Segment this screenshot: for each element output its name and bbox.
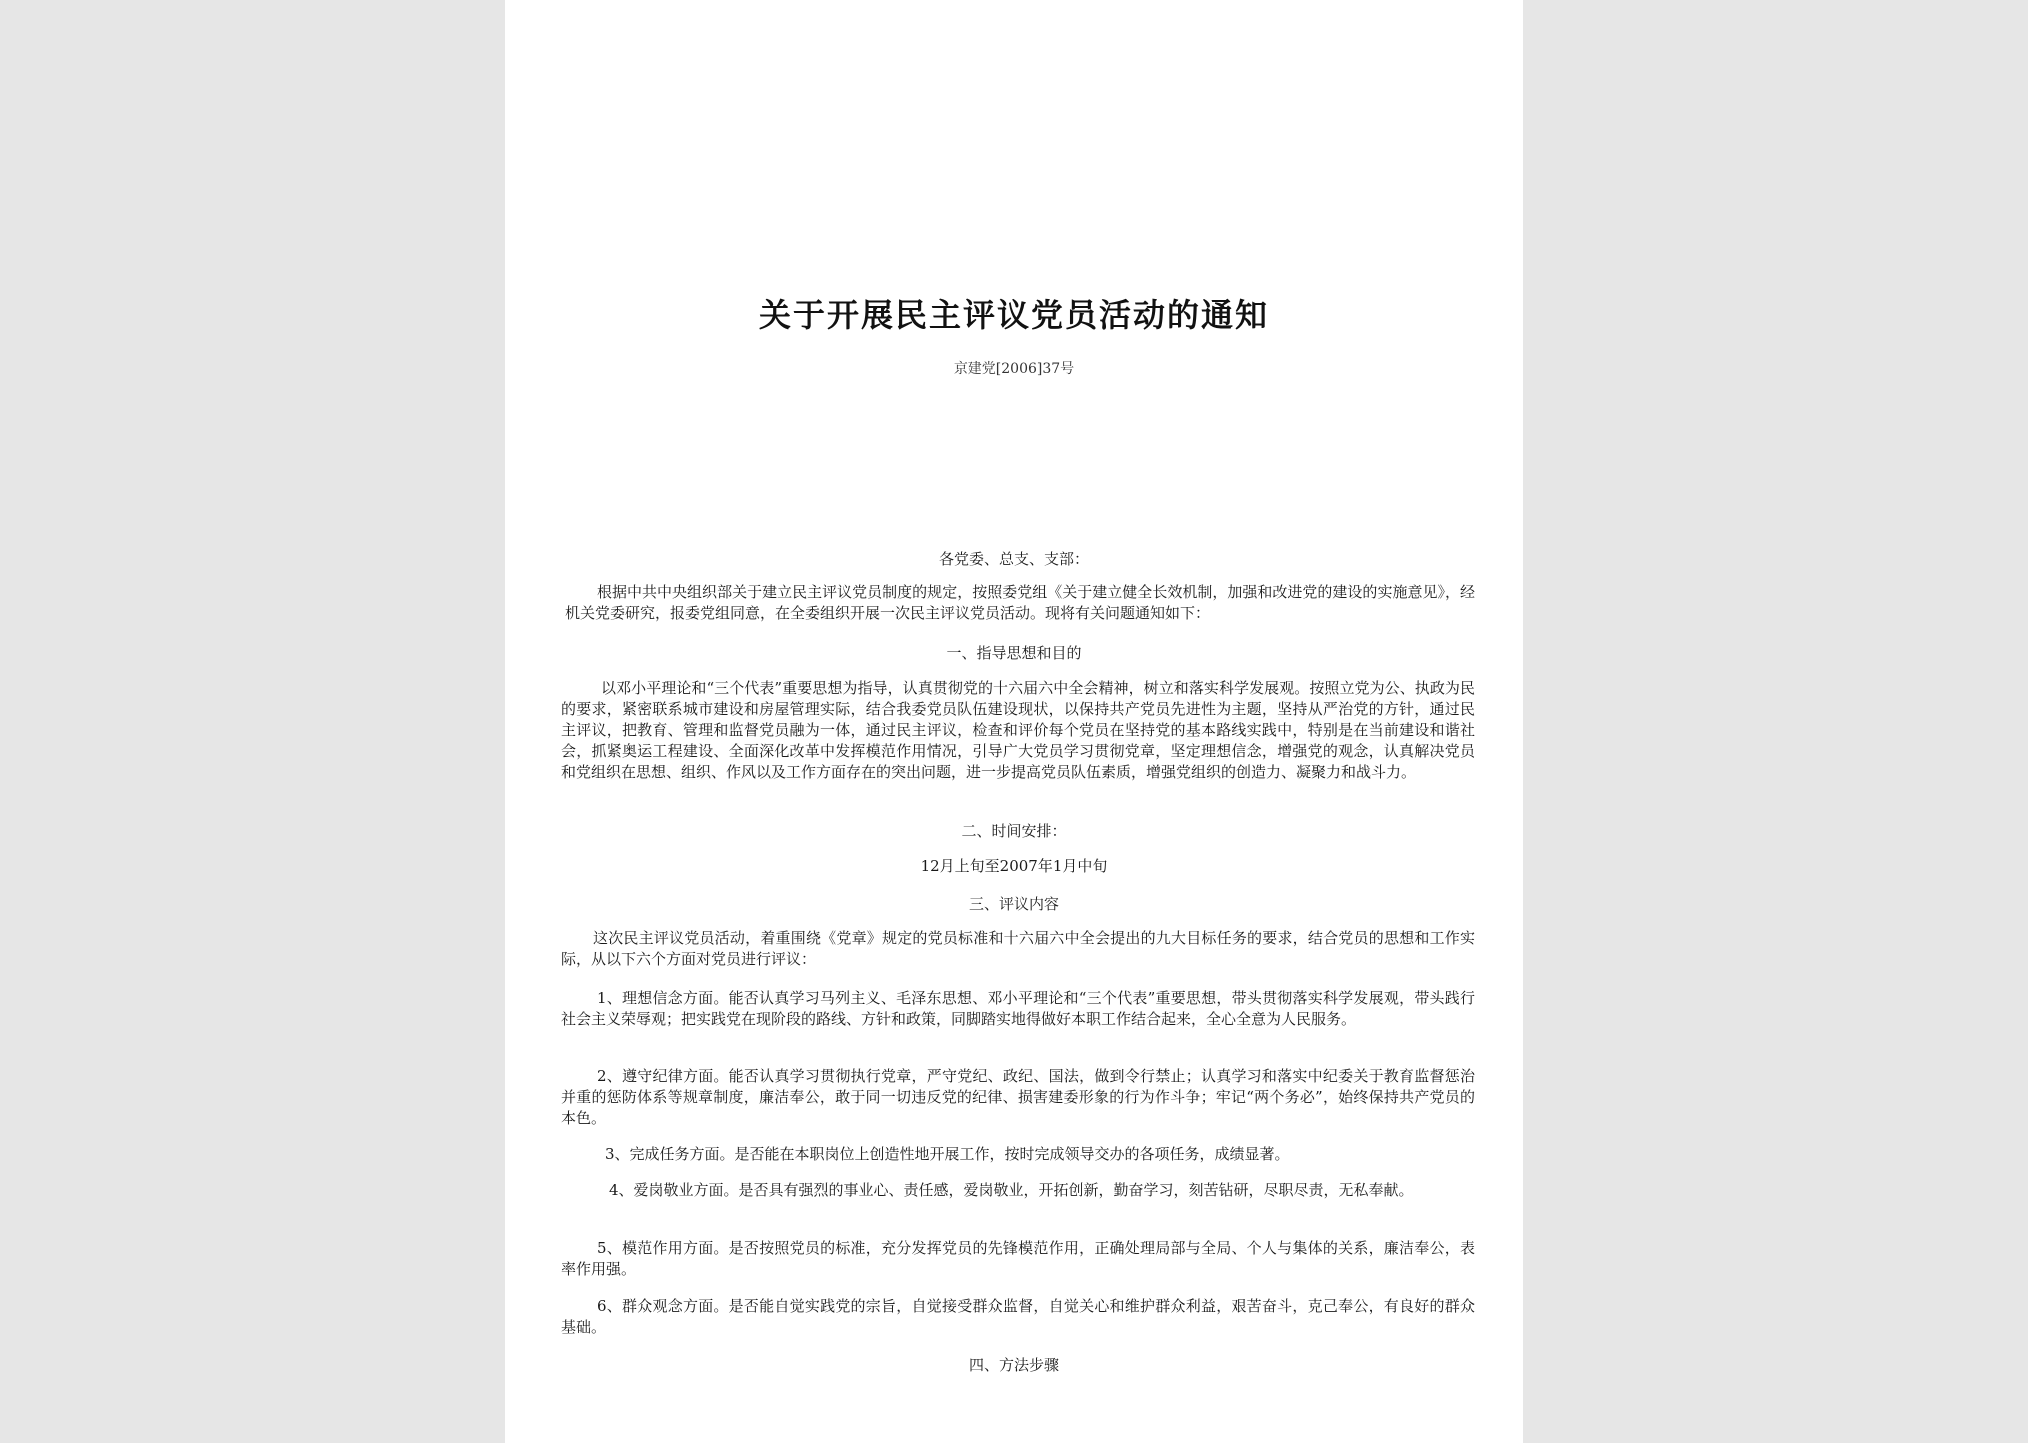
section-heading-2: 二、时间安排： (961, 822, 1067, 840)
document-title: 关于开展民主评议党员活动的通知 (758, 296, 1269, 334)
document-number: 京建党[2006]37号 (953, 361, 1075, 377)
list-item: 6、群众观念方面。是否能自觉实践党的宗旨，自觉接受群众监督，自觉关心和维护群众利益，艰苦奋斗，克己奉公，有良好的群众基础。 (561, 1297, 1475, 1336)
salutation: 各党委、总支、支部： (938, 550, 1089, 568)
section-heading-3: 三、评议内容 (968, 895, 1059, 913)
time-period: 12月上旬至2007年1月中旬 (920, 857, 1108, 875)
document-page (505, 0, 1523, 1443)
list-item: 4、爱岗敬业方面。是否具有强烈的事业心、责任感，爱岗敬业，开拓创新，勤奋学习，刻苦钻研，尽职尽责，无私奉献。 (609, 1181, 1414, 1199)
intro-paragraph: 根据中共中央组织部关于建立民主评议党员制度的规定，按照委党组《关于建立健全长效机制，加强和改进党的建设的实施意见》，经机关党委研究，报委党组同意，在全委组织开展一次民主评议党员活动。现将有关问题通知如下： (565, 583, 1475, 622)
list-item: 2、遵守纪律方面。能否认真学习贯彻执行党章，严守党纪、政纪、国法，做到令行禁止；认真学习和落实中纪委关于教育监督惩治并重的惩防体系等规章制度，廉洁奉公，敢于同一切违反党的纪律、损害建委形象的行为作斗争；牢记“两个务必”，始终保持共产党员的本色。 (561, 1067, 1475, 1127)
list-item: 5、模范作用方面。是否按照党员的标准，充分发挥党员的先锋模范作用，正确处理局部与全局、个人与集体的关系，廉洁奉公，表率作用强。 (561, 1239, 1475, 1278)
section-heading-4: 四、方法步骤 (968, 1356, 1059, 1374)
list-item: 3、完成任务方面。是否能在本职岗位上创造性地开展工作，按时完成领导交办的各项任务，成绩显著。 (605, 1145, 1290, 1163)
section-body-1: 以邓小平理论和“三个代表”重要思想为指导，认真贯彻党的十六届六中全会精神，树立和落实科学发展观。按照立党为公、执政为民的要求，紧密联系城市建设和房屋管理实际，结合我委党员队伍建设现状，以保持共产党员先进性为主题，坚持从严治党的方针，通过民主评议，把教育、管理和监督党员融为一体，通过民主评议，检查和评价每个党员在坚持党的基本路线实践中，特别是在当前建设和谐社会，抓紧奥运工程建设、全面深化改革中发挥模范作用情况，引导广大党员学习贯彻党章，坚定理想信念，增强党的观念，认真解决党员和党组织在思想、组织、作风以及工作方面存在的突出问题，进一步提高党员队伍素质，增强党组织的创造力、凝聚力和战斗力。 (561, 679, 1475, 781)
list-item: 1、理想信念方面。能否认真学习马列主义、毛泽东思想、邓小平理论和“三个代表”重要思想，带头贯彻落实科学发展观，带头践行社会主义荣辱观；把实践党在现阶段的路线、方针和政策，同脚踏实地得做好本职工作结合起来，全心全意为人民服务。 (561, 989, 1475, 1028)
section-body-3: 这次民主评议党员活动，着重围绕《党章》规定的党员标准和十六届六中全会提出的九大目标任务的要求，结合党员的思想和工作实际，从以下六个方面对党员进行评议： (561, 929, 1475, 968)
section-heading-1: 一、指导思想和目的 (946, 644, 1082, 662)
